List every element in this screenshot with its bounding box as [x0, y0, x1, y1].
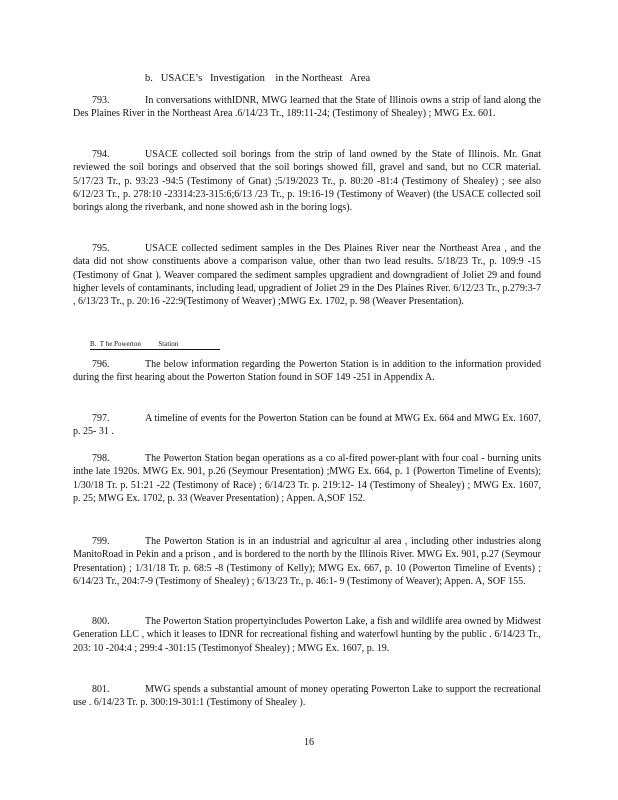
paragraph-text: MWG spends a substantial amount of money operating Powerton Lake to support the recreational use . 6/14/23 Tr. p. 300:19-301:1 (Testimony of Shealey ).: [73, 684, 541, 709]
paragraph-800: [73, 615, 541, 655]
paragraph-number: 799.: [92, 536, 110, 547]
paragraph-793: [73, 94, 541, 121]
paragraph-number: 796.: [92, 359, 110, 370]
paragraph-text: The Powerton Station propertyincludes Powerton Lake, a fish and wildlife area owned by Midwest Generation LLC , which it leases to IDNR for recreational fishing and waterfowl hunting by the public . 6/14/23 Tr., 203: 10 -204:4 ; 299:4 -301:15 (Testimonyof Shealey) ; MWG Ex. 1607, p. 19.: [73, 616, 542, 654]
paragraph-text: The Powerton Station is in an industrial and agricultur al area , including other industries along ManitoRoad in Pekin and a prison , and is bordered to the north by the Illinois River. MWG Ex. 901, p.27 (Seymour Presentation) ; 1/31/18 Tr. p. 68:5 -8 (Testimony of Kelly); MWG Ex. 667, p. 10 (Powerton Timeline of Events) ; 6/14/23 Tr., 204:7-9 (Testimony of Shealey) ; 6/13/23 Tr., p. 46:1- 9 (Testimony of Weaver); Appen. A, SOF 155.: [73, 536, 541, 587]
paragraph-text: The below information regarding the Powerton Station is in addition to the information provided during the first hearing about the Powerton Station found in SOF 149 -251 in Appendix A.: [73, 359, 541, 384]
paragraph-801: [73, 683, 541, 710]
paragraph-number: 797.: [92, 413, 110, 424]
paragraph-text: A timeline of events for the Powerton Station can be found at MWG Ex. 664 and MWG Ex. 1607, p. 25- 31 .: [73, 413, 541, 438]
paragraph-number: 795.: [92, 243, 110, 254]
paragraph-number: 800.: [92, 616, 110, 627]
paragraph-number: 794.: [92, 149, 110, 160]
page-number: 16: [304, 737, 314, 748]
paragraph-text: USACE collected sediment samples in the Des Plaines River near the Northeast Area , and the data did not show constituents above a comparison value, other than two lead results. 5/18/23 Tr., p. 109:9 -15 (Testimony of Gnat ). Weaver compared the sediment samples upgradient and downgradient of Joliet 29 and found higher levels of contaminants, including lead, upgradient of Joliet 29 in the Des Plaines River. 6/12/23 Tr., p.279:3-7 , 6/13/23 Tr., p. 20:16 -22:9(Testimony of Weaver) ;MWG Ex. 1702, p. 98 (Weaver Presentation).: [73, 243, 541, 308]
paragraph-798: [73, 452, 541, 505]
paragraph-795: [73, 242, 541, 308]
subheading-usace-investigation: b. USACE’s Investigation in the Northeast Area: [145, 73, 371, 84]
paragraph-text: The Powerton Station began operations as a co al-fired power-plant with four coal - burning units inthe late 1920s. MWG Ex. 901, p.26 (Seymour Presentation) ;MWG Ex. 664, p. 1 (Powerton Timeline of Events); 1/30/18 Tr. p. 51:21 -22 (Testimony of Race) ; 6/14/23 Tr. p. 219:12- 14 (Testimony of Shealey) ; MWG Ex. 1607, p. 25; MWG Ex. 1702, p. 33 (Weaver Presentation) ; Appen. A,SOF 152.: [73, 453, 541, 504]
paragraph-number: 793.: [92, 95, 110, 106]
paragraph-text: USACE collected soil borings from the strip of land owned by the State of Illinois. Mr. Gnat reviewed the soil borings and observed that the soil borings showed fill, gravel and sand, but no CCR material. 5/17/23 Tr., p. 93:23 -94:5 (Testimony of Gnat) ;5/19/2023 Tr., p. 80:20 -81:4 (Testimony of Shealey) ; see also 6/12/23 Tr., p. 278:10 -23314:23-315:6;6/13 /23 Tr., p. 19:16-19 (Testimony of Weaver) (the USACE collected soil borings along the riverbank, and none showed ash in the boring logs).: [73, 149, 541, 214]
paragraph-796: [73, 358, 541, 385]
paragraph-794: [73, 148, 541, 214]
subheading-powerton-station: B. T he Powerton Station: [90, 340, 220, 350]
paragraph-797: [73, 412, 541, 439]
paragraph-number: 801.: [92, 684, 110, 695]
paragraph-799: [73, 535, 541, 588]
paragraph-text: In conversations withIDNR, MWG learned that the State of Illinois owns a strip of land along the Des Plaines River in the Northeast Area .6/14/23 Tr., 189:11-24; (Testimony of Shealey) ; MWG Ex. 601.: [73, 95, 541, 120]
paragraph-number: 798.: [92, 453, 110, 464]
